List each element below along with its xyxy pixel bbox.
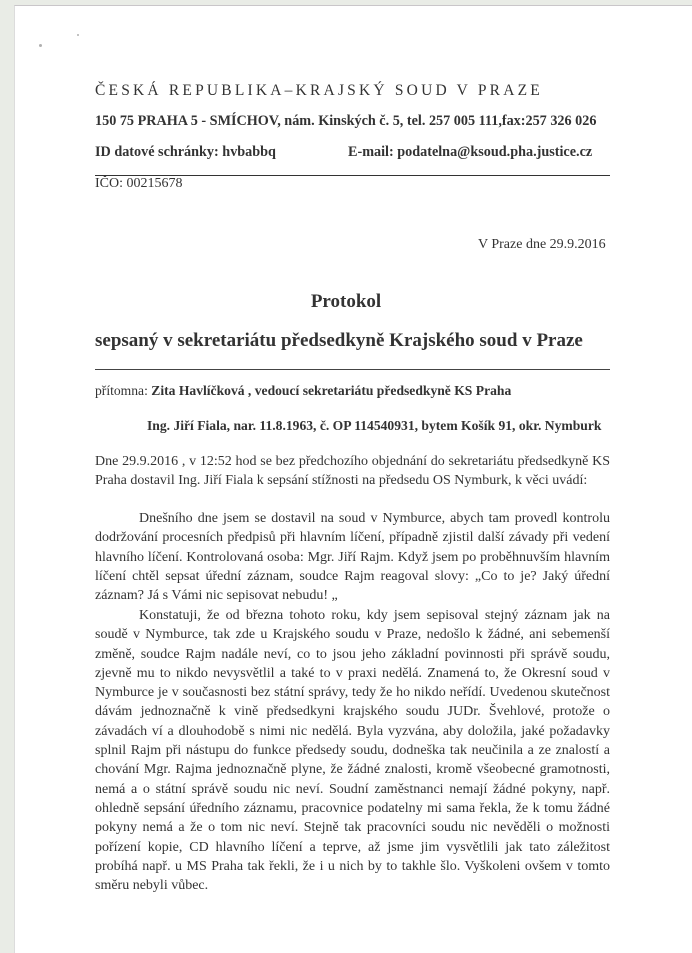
court-address: 150 75 PRAHA 5 - SMÍCHOV, nám. Kinských č. 5, tel. 257 005 111,fax:257 326 026 <box>95 113 597 129</box>
document-title: Protokol <box>310 291 382 312</box>
title-divider <box>95 369 610 370</box>
court-ico: IČO: 00215678 <box>95 176 183 191</box>
scan-speck <box>77 34 79 36</box>
scan-speck <box>39 44 42 47</box>
paragraph-intro: Dne 29.9.2016 , v 12:52 hod se bez předchozího objednání do sekretariátu předsedkyně KS Praha dostavil Ing. Jiří Fiala k sepsání stížnosti na předsedu OS Nymburk, k věci uvádí: <box>95 454 610 489</box>
document-date: V Praze dne 29.9.2016 <box>478 237 606 252</box>
court-name-heading: ČESKÁ REPUBLIKA–KRAJSKÝ SOUD V PRAZE <box>95 82 543 99</box>
present-line <box>95 383 511 399</box>
present-person: Zita Havlíčková , vedoucí sekretariátu předsedkyně KS Praha <box>151 383 512 398</box>
court-email: E-mail: podatelna@ksoud.pha.justice.cz <box>348 144 593 160</box>
paragraph-complaint: Konstatuji, že od března tohoto roku, kdy jsem sepisoval stejný záznam jak na soudě v Nymburce, tak zde u Krajského soudu v Praze, nedošlo k žádné, ani sebemenší změně, soudce Rajm nadále neví, co to jsou jeho základní povinnosti při správě soudu, zjevně mu to nikdo nevysvětlil a také to v praxi nedělá. Znamená to, že Okresní soud v Nymburce je v současnosti bez státní správy, tedy že ho nikdo neřídí. Uvedenou skutečnost dávám jednoznačně k vině předsedkyni krajského soudu JUDr. Švehlové, protože o závadách ví a dlouhodobě s nimi nic nedělá. Byla vyzvána, aby doložila, jaké požadavky splnil Rajm při nástupu do funkce předsedy soudu, dodneška tak neučinila a ze znalostí a chování Mgr. Rajma jednoznačně plyne, že žádné znalosti, kromě všeobecné gramotnosti, nemá a o státní správě soudu nic neví. Soudní zaměstnanci nemají žádné pokyny, např. ohledně sepsání úředního záznamu, pracovnice podatelny mi sama řekla, že k tomu žádné pokyny nemá a že o tom nic neví. Stejně tak pracovníci soudu nic nevěděli o možnosti pořízení kopie, CD hlavního líčení a teprve, až jsme jim vysvětlili jak tato záležitost probíhá např. u MS Praha tak řekli, že i u nich by to takhle šlo. Vyškoleni ovšem v tomto směru nebyli vůbec. <box>95 608 610 894</box>
present-label: přítomna: <box>95 383 148 398</box>
document-subtitle: sepsaný v sekretariátu předsedkyně Krajského soud v Praze <box>95 330 583 351</box>
paragraph-statement: Dnešního dne jsem se dostavil na soud v Nymburce, abych tam provedl kontrolu dodržování procesních předpisů při hlavním líčení, případně zjistil další závady při vedení hlavního líčení. Kontrolovaná osoba: Mgr. Jiří Rajm. Když jsem po proběhnuvším hlavním líčení chtěl sepsat úřední záznam, soudce Rajm reagoval slovy: „Co to je? Jaký úřední záznam? Já s Vámi nic sepisovat nebudu! „ <box>95 511 610 604</box>
data-box-id: ID datové schránky: hvbabbq <box>95 144 276 160</box>
complainant-details: Ing. Jiří Fiala, nar. 11.8.1963, č. OP 114540931, bytem Košík 91, okr. Nymburk <box>147 418 602 433</box>
